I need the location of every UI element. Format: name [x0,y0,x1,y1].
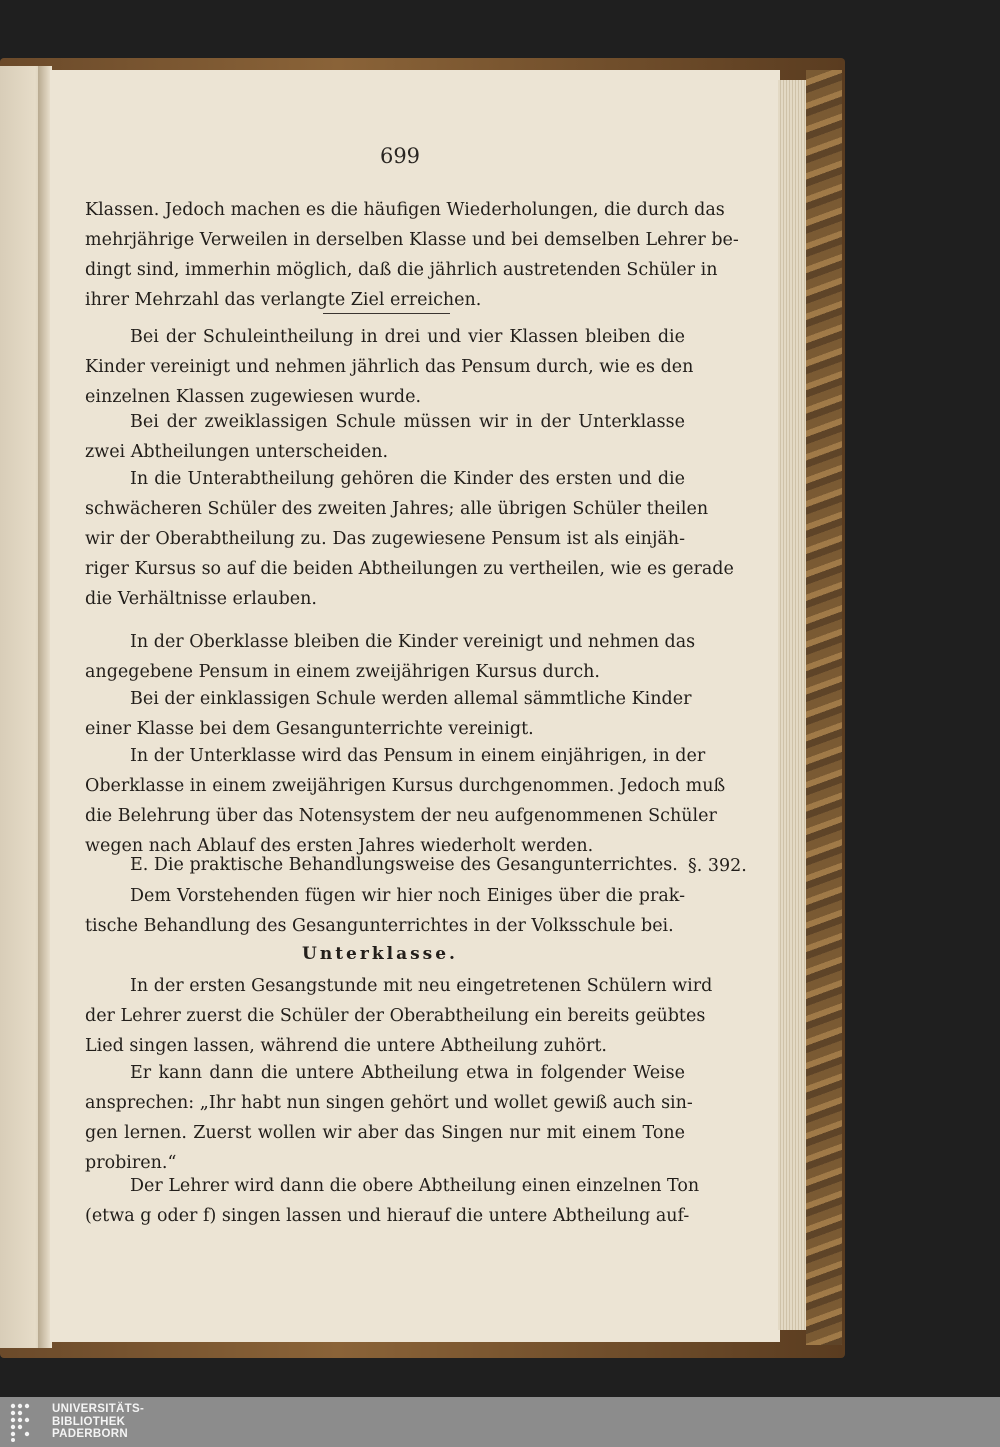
text-line: In die Unterabtheilung gehören die Kinder des ersten und die [130,469,685,489]
footer-library-name [52,1403,144,1441]
section-number: §. 392. [688,856,747,876]
text-line: Kinder vereinigt und nehmen jährlich das Pensum durch, wie es den [85,357,694,377]
text-line: mehrjährige Verweilen in derselben Klasse und bei demselben Lehrer be- [85,230,739,250]
text-line: die Verhältnisse erlauben. [85,589,317,609]
text-line: Oberklasse in einem zweijährigen Kursus durchgenommen. Jedoch muß [85,776,726,796]
text-line: In der Unterklasse wird das Pensum in einem einjährigen, in der [130,746,706,766]
text-line: schwächeren Schüler des zweiten Jahres; alle übrigen Schüler theilen [85,499,709,519]
text-line: einer Klasse bei dem Gesangunterrichte vereinigt. [85,719,534,739]
text-line: Bei der zweiklassigen Schule müssen wir in der Unterklasse [130,412,685,432]
text-line: probiren.“ [85,1153,177,1173]
footer-bar [0,1397,1000,1447]
section-heading: E. Die praktische Behandlungsweise des Gesangunterrichtes. [130,855,678,875]
separator-rule [323,313,450,314]
text-line: Lied singen lassen, während die untere Abtheilung zuhört. [85,1036,607,1056]
text-line: In der ersten Gesangstunde mit neu eingetretenen Schülern wird [130,976,713,996]
text-line: riger Kursus so auf die beiden Abtheilungen zu vertheilen, wie es gerade [85,559,734,579]
page-stack-edge [778,80,808,1330]
text-line: dingt sind, immerhin möglich, daß die jährlich austretenden Schüler in [85,260,718,280]
text-line: ansprechen: „Ihr habt nun singen gehört und wollet gewiß auch sin- [85,1093,693,1113]
text-line: angegebene Pensum in einem zweijährigen Kursus durch. [85,662,600,682]
text-line: Bei der Schuleintheilung in drei und vier Klassen bleiben die [130,327,685,347]
text-line: der Lehrer zuerst die Schüler der Oberabtheilung ein bereits geübtes [85,1006,706,1026]
text-line: Der Lehrer wird dann die obere Abtheilung einen einzelnen Ton [130,1176,700,1196]
text-line: In der Oberklasse bleiben die Kinder vereinigt und nehmen das [130,632,696,652]
text-line: Klassen. Jedoch machen es die häufigen Wiederholungen, die durch das [85,200,725,220]
text-line: Er kann dann die untere Abtheilung etwa in folgender Weise [130,1063,685,1083]
text-line: ihrer Mehrzahl das verlangte Ziel erreichen. [85,290,482,310]
marbled-cover-edge [806,70,842,1345]
text-line: die Belehrung über das Notensystem der neu aufgenommenen Schüler [85,806,717,826]
footer-line-2: BIBLIOTHEK [52,1415,126,1428]
subheading: Unterklasse. [302,944,458,964]
text-line: zwei Abtheilungen unterscheiden. [85,442,389,462]
text-line: einzelnen Klassen zugewiesen wurde. [85,387,422,407]
text-line: tische Behandlung des Gesangunterrichtes in der Volksschule bei. [85,916,674,936]
text-line: gen lernen. Zuerst wollen wir aber das Singen nur mit einem Tone [85,1123,685,1143]
text-line: Bei der einklassigen Schule werden allemal sämmtliche Kinder [130,689,692,709]
footer-line-3: PADERBORN [52,1428,128,1440]
text-line: (etwa g oder f) singen lassen und hierauf die untere Abtheilung auf- [85,1206,690,1226]
footer-line-1: UNIVERSITÄTS- [52,1403,145,1415]
page-number: 699 [379,144,421,168]
text-line: Dem Vorstehenden fügen wir hier noch Einiges über die prak- [130,886,685,906]
text-line: wegen nach Ablauf des ersten Jahres wiederholt werden. [85,836,594,856]
university-logo-icon [8,1402,46,1442]
text-line: wir der Oberabtheilung zu. Das zugewiesene Pensum ist als einjäh- [85,529,685,549]
